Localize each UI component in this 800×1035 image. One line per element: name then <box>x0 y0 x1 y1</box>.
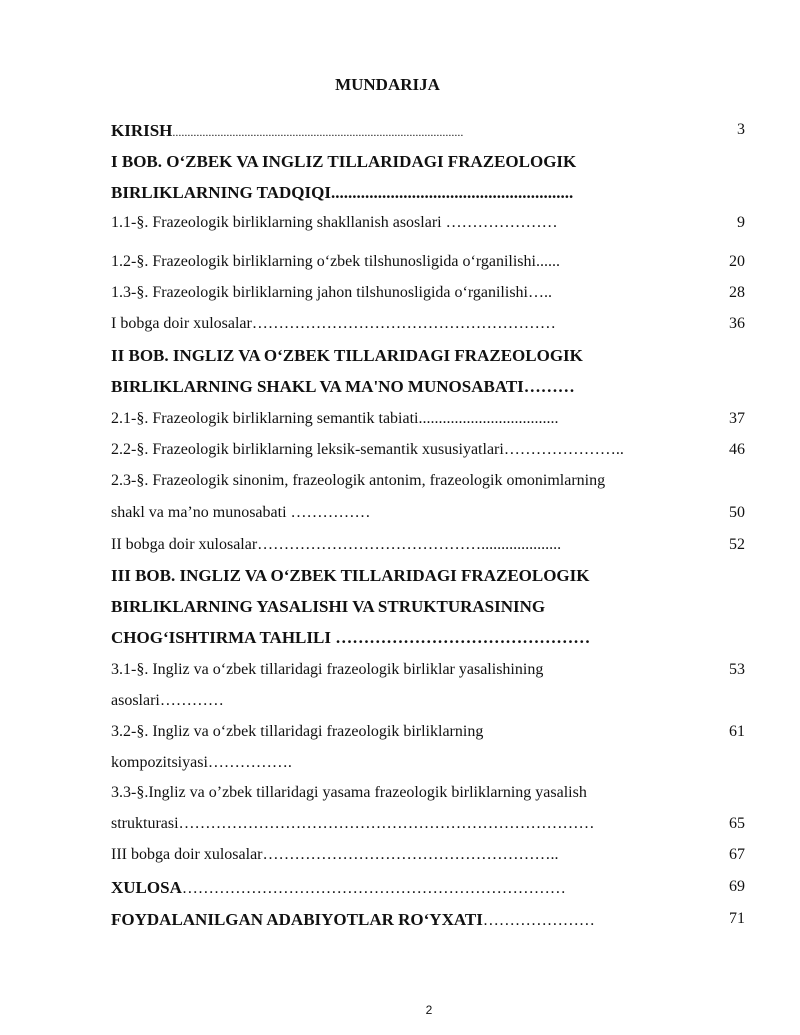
toc-page-number: 61 <box>729 723 745 740</box>
toc-entry: shakl va ma’no munosabati …………… <box>111 504 371 521</box>
toc-entry: 3.3-§.Ingliz va o’zbek tillaridagi yasama frazeologik birliklarning yasalish <box>111 784 587 801</box>
toc-entry: strukturasi…………………………………………………………………… <box>111 815 595 832</box>
toc-page-number: 69 <box>729 878 745 895</box>
toc-chapter-heading: BIRLIKLARNING SHAKL VA MA'NO MUNOSABATI……… <box>111 377 575 396</box>
toc-entry: I bobga doir xulosalar………………………………………………… <box>111 315 556 332</box>
toc-entry: 3.1-§. Ingliz va o‘zbek tillaridagi frazeologik birliklar yasalishining <box>111 661 544 678</box>
toc-entry-title: KIRISH <box>111 121 173 140</box>
toc-page-number: 71 <box>729 910 745 927</box>
toc-entry: 2.2-§. Frazeologik birliklarning leksik-semantik xususiyatlari………………….. <box>111 441 624 458</box>
toc-page-number: 46 <box>729 441 745 458</box>
toc-chapter-heading: II BOB. INGLIZ VA O‘ZBEK TILLARIDAGI FRAZEOLOGIK <box>111 346 583 365</box>
toc-entry-title: FOYDALANILGAN ADABIYOTLAR RO‘YXATI <box>111 910 483 929</box>
toc-entry: 3.2-§. Ingliz va o‘zbek tillaridagi frazeologik birliklarning <box>111 723 484 740</box>
toc-page-number: 53 <box>729 661 745 678</box>
toc-page-number: 65 <box>729 815 745 832</box>
toc-entry: asoslari………… <box>111 692 224 709</box>
toc-entry-xulosa <box>111 878 566 898</box>
toc-chapter-heading: CHOG‘ISHTIRMA TAHLILI ……………………………………… <box>111 628 591 647</box>
toc-entry: II bobga doir xulosalar…………………………………….................... <box>111 536 562 553</box>
toc-entry: 2.1-§. Frazeologik birliklarning semantik tabiati................................... <box>111 410 559 427</box>
toc-entry: III bobga doir xulosalar……………………………………………….. <box>111 846 559 863</box>
toc-entry: 1.2-§. Frazeologik birliklarning o‘zbek tilshunosligida o‘rganilishi...... <box>111 253 560 270</box>
toc-leader-dots: ……………………………………………………………… <box>181 880 566 897</box>
toc-page-number: 9 <box>737 214 745 231</box>
toc-entry-title: XULOSA <box>111 878 182 897</box>
toc-chapter-heading: I BOB. O‘ZBEK VA INGLIZ TILLARIDAGI FRAZEOLOGIK <box>111 152 577 171</box>
toc-page-number: 20 <box>729 253 745 270</box>
toc-leader-dots: ................................................................................................. <box>172 125 464 139</box>
toc-entry: 1.1-§. Frazeologik birliklarning shakllanish asoslari ………………… <box>111 214 558 231</box>
toc-chapter-heading: III BOB. INGLIZ VA O‘ZBEK TILLARIDAGI FRAZEOLOGIK <box>111 566 590 585</box>
toc-chapter-heading: BIRLIKLARNING TADQIQI......................................................... <box>111 183 574 202</box>
toc-page-number: 28 <box>729 284 745 301</box>
toc-page-number: 52 <box>729 536 745 553</box>
toc-entry-kirish <box>111 121 463 141</box>
toc-page-number: 36 <box>729 315 745 332</box>
page-title: MUNDARIJA <box>335 75 440 94</box>
toc-page-number: 3 <box>737 121 745 138</box>
toc-page-number: 67 <box>729 846 745 863</box>
toc-leader-dots: ………………… <box>482 912 595 929</box>
toc-entry-bibliography <box>111 910 595 930</box>
page-footer-number: 2 <box>425 1003 433 1017</box>
toc-page-number: 50 <box>729 504 745 521</box>
toc-entry: kompozitsiyasi……………. <box>111 754 292 771</box>
toc-entry: 1.3-§. Frazeologik birliklarning jahon tilshunosligida o‘rganilishi….. <box>111 284 552 301</box>
toc-chapter-heading: BIRLIKLARNING YASALISHI VA STRUKTURASINING <box>111 597 546 616</box>
toc-page-number: 37 <box>729 410 745 427</box>
toc-entry: 2.3-§. Frazeologik sinonim, frazeologik antonim, frazeologik omonimlarning <box>111 472 606 489</box>
